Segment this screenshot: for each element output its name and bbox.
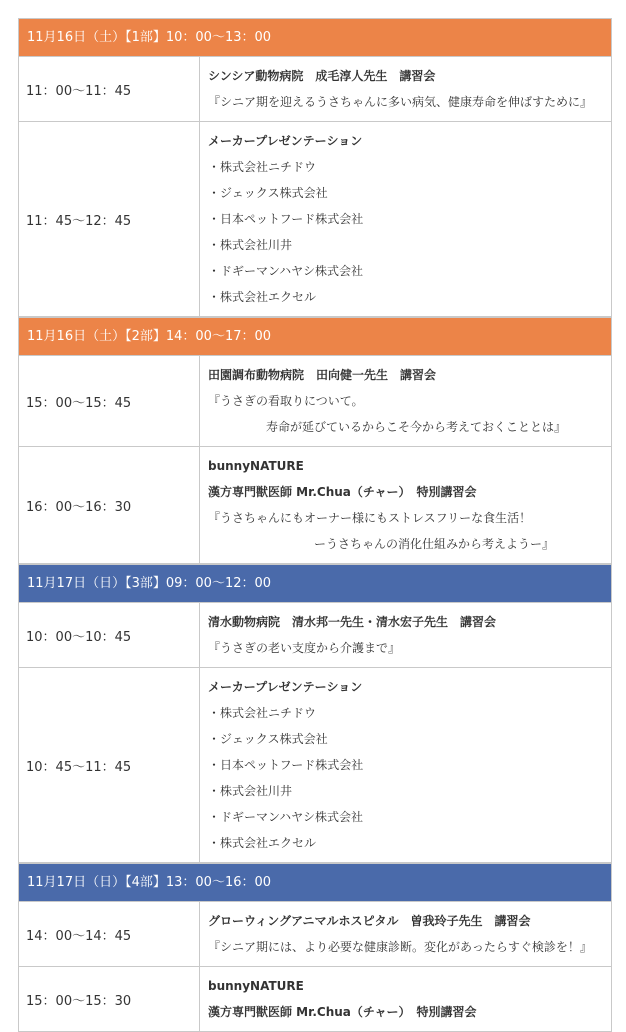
company-item: ・株式会社ニチドウ (208, 160, 317, 174)
lecture-topic: 『うさぎの老い支度から介護まで』 (208, 641, 401, 655)
content-cell (200, 122, 611, 316)
lecture-title: グローウィングアニマルホスピタル 曽我玲子先生 講習会 (208, 914, 531, 928)
company-item: ・ドギーマンハヤシ株式会社 (208, 810, 364, 824)
section-header: 11月16日（土）【1部】10：00〜13：00 (18, 18, 612, 56)
content-cell (200, 967, 611, 1031)
lecture-topic: 『うさぎの看取りについて。 (208, 394, 364, 408)
lecture-title: 清水動物病院 清水邦一先生・清水宏子先生 講習会 (208, 615, 497, 629)
section-header: 11月16日（土）【2部】14：00〜17：00 (18, 317, 612, 355)
brand-name: bunnyNATURE (208, 979, 304, 993)
table-row (18, 901, 612, 967)
lecture-topic: 『シニア期には、より必要な健康診断。変化があったらすぐ検診を！』 (208, 940, 592, 954)
lecture-title: 漢方専門獣医師 Mr.Chua（チャー） 特別講習会 (208, 485, 477, 499)
content-cell (200, 356, 611, 446)
time-cell: 11：45〜12：45 (19, 122, 200, 316)
presentation-title: メーカープレゼンテーション (208, 680, 363, 694)
schedule-table (18, 18, 612, 1032)
presentation-title: メーカープレゼンテーション (208, 134, 363, 148)
company-item: ・ジェックス株式会社 (208, 732, 328, 746)
section-header: 11月17日（日）【4部】13：00〜16：00 (18, 863, 612, 901)
content-cell (200, 902, 611, 966)
company-item: ・ジェックス株式会社 (208, 186, 328, 200)
content-cell (200, 447, 611, 563)
content-cell (200, 603, 611, 667)
company-item: ・株式会社川井 (208, 238, 293, 252)
table-row (18, 446, 612, 564)
table-row (18, 966, 612, 1032)
company-item: ・株式会社エクセル (208, 836, 317, 850)
lecture-title: 漢方専門獣医師 Mr.Chua（チャー） 特別講習会 (208, 1005, 477, 1019)
lecture-topic-cont: 寿命が延びているからこそ今から考えておくこととは』 (266, 420, 567, 434)
brand-name: bunnyNATURE (208, 459, 304, 473)
time-cell: 11：00〜11：45 (19, 57, 200, 121)
time-cell: 10：00〜10：45 (19, 603, 200, 667)
company-item: ・株式会社ニチドウ (208, 706, 317, 720)
table-row (18, 56, 612, 122)
time-cell: 10：45〜11：45 (19, 668, 200, 862)
table-row (18, 121, 612, 317)
table-row (18, 667, 612, 863)
lecture-title: シンシア動物病院 成毛淳人先生 講習会 (208, 69, 436, 83)
lecture-topic-cont: ーうさちゃんの消化仕組みから考えようー』 (314, 537, 555, 551)
company-item: ・株式会社川井 (208, 784, 293, 798)
time-cell: 15：00〜15：30 (19, 967, 200, 1031)
lecture-topic: 『シニア期を迎えるうさちゃんに多い病気、健康寿命を伸ばすために』 (208, 95, 593, 109)
table-row (18, 602, 612, 668)
time-cell: 16：00〜16：30 (19, 447, 200, 563)
company-item: ・日本ペットフード株式会社 (208, 758, 364, 772)
lecture-topic: 『うさちゃんにもオーナー様にもストレスフリーな食生活！ (208, 511, 532, 525)
time-cell: 14：00〜14：45 (19, 902, 200, 966)
section-header: 11月17日（日）【3部】09：00〜12：00 (18, 564, 612, 602)
company-item: ・日本ペットフード株式会社 (208, 212, 364, 226)
time-cell: 15：00〜15：45 (19, 356, 200, 446)
content-cell (200, 668, 611, 862)
table-row (18, 355, 612, 447)
content-cell (200, 57, 611, 121)
lecture-title: 田園調布動物病院 田向健一先生 講習会 (208, 368, 437, 382)
company-item: ・ドギーマンハヤシ株式会社 (208, 264, 364, 278)
company-item: ・株式会社エクセル (208, 290, 317, 304)
